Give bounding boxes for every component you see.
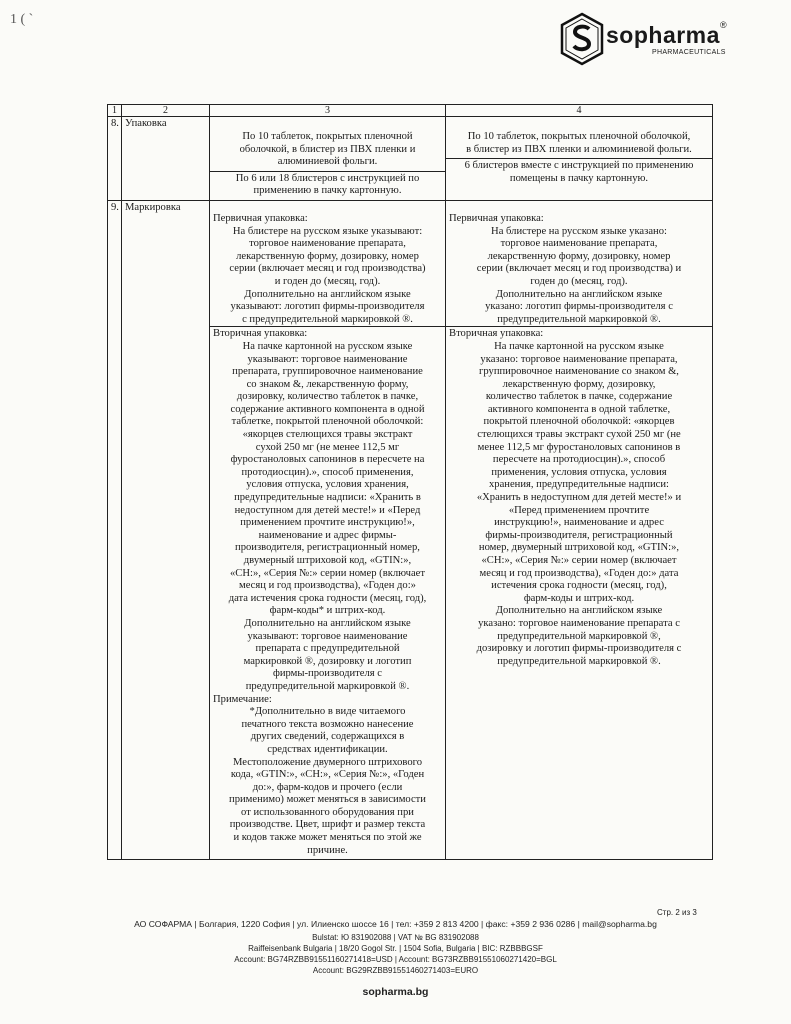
header-cell: 1 bbox=[108, 105, 122, 117]
text-line: со знаком &, лекарственную форму, bbox=[246, 378, 409, 390]
sopharma-logo bbox=[558, 12, 728, 68]
text-line: наименование и адрес фирмы- bbox=[258, 529, 397, 541]
header-cell: 2 bbox=[122, 105, 210, 117]
packaging-col4 bbox=[446, 117, 713, 201]
text-line: от использованного оборудования при bbox=[241, 806, 414, 818]
text-line: предупредительной маркировкой ®. bbox=[497, 655, 661, 667]
text-line: указано: торговое наименование препарата, bbox=[480, 353, 678, 365]
labeling-col4 bbox=[446, 200, 713, 859]
text-line: «якорцев стелющихся травы экстракт bbox=[242, 429, 413, 441]
text-line: применимо) может меняться в зависимости bbox=[229, 794, 426, 806]
text-line: истечения срока годности (месяц, год), bbox=[491, 580, 667, 592]
text-line: указывают: торговое наименование bbox=[247, 353, 408, 365]
text-line: Дополнительно на английском языке bbox=[244, 288, 411, 300]
text-line: указывают: логотип фирмы-производителя bbox=[230, 301, 425, 313]
logo-subtitle: PHARMACEUTICALS bbox=[652, 49, 726, 56]
packaging-col4-text-b: 6 блистеров вместе с инструкцией по применению помещены в пачку картонную. bbox=[446, 158, 712, 186]
text-line: причине. bbox=[307, 844, 348, 856]
text-line: лекарственную форму, дозировку, номер bbox=[487, 250, 671, 262]
text-line: Дополнительно на английском языке bbox=[244, 617, 411, 629]
text-line: печатного текста возможно нанесение bbox=[241, 718, 414, 730]
text-line: препарата, группировочное наименование bbox=[232, 366, 423, 378]
text-line: кода, «GTIN:», «CH:», «Серия №:», «Годен bbox=[230, 769, 425, 781]
table-row-packaging bbox=[108, 117, 713, 201]
section-title: Вторичная упаковка: bbox=[213, 328, 308, 340]
text-line: протодиосцин).», способ применения, bbox=[241, 466, 414, 478]
text-line: менее 112,5 мг фуростаноловых сапонинов в bbox=[477, 441, 681, 453]
text-line: «Перед применением прочтите bbox=[508, 504, 650, 516]
text-line: указывают: торговое наименование bbox=[247, 630, 408, 642]
text-line: с предупредительной маркировкой ®. bbox=[242, 313, 413, 325]
text-line: таблетке, покрытой пленочной оболочкой: bbox=[231, 416, 424, 428]
text-line: Дополнительно на английском языке bbox=[495, 605, 663, 617]
text-line: лекарственную форму, дозировку, номер bbox=[236, 250, 419, 262]
text-line: производстве. Цвет, шрифт и размер текста bbox=[229, 819, 426, 831]
footer-accounts: Account: BG74RZBB91551160271418=USD | Account: BG73RZBB91551060271420=BGL bbox=[234, 955, 557, 964]
text-line: лекарственную форму, дозировку, bbox=[502, 378, 656, 390]
text-line: торговое наименование препарата, bbox=[249, 238, 406, 250]
text-line: применения, условия отпуска, условия bbox=[491, 466, 667, 478]
text-line: недоступном для детей месте!» и «Перед bbox=[234, 504, 421, 516]
row-title: Маркировка bbox=[122, 200, 210, 859]
note-title: Примечание: bbox=[213, 693, 272, 705]
text-line: Дополнительно на английском языке bbox=[495, 288, 663, 300]
text-line: предупредительной маркировкой ®. bbox=[245, 680, 410, 692]
text-line: месяц и год производства), «Годен до:» дата bbox=[479, 567, 679, 579]
packaging-col3-text-a: По 10 таблеток, покрытых пленочной оболочкой, в блистер из ПВХ пленки и алюминиевой фольги. bbox=[239, 131, 416, 168]
specification-table bbox=[107, 104, 713, 860]
text-line: активного компонента в одной таблетке, bbox=[487, 403, 671, 415]
text-line: пересчете на протодиосцин).», способ bbox=[492, 454, 666, 466]
text-line: производителя, регистрационный номер, bbox=[235, 542, 420, 554]
header-cell: 4 bbox=[446, 105, 713, 117]
packaging-col3 bbox=[210, 117, 446, 201]
text-line: предупредительные надписи: «Хранить в bbox=[234, 492, 421, 504]
footer-account-euro: Account: BG29RZBB91551460271403=EURO bbox=[312, 966, 479, 975]
text-line: указано: логотип фирмы-производителя с bbox=[485, 301, 673, 313]
text-line: На пачке картонной на русском языке bbox=[242, 340, 413, 352]
footer-website: sopharma.bg bbox=[362, 986, 429, 998]
text-line: сухой 250 мг (не менее 112,5 мг bbox=[255, 441, 400, 453]
text-line: предупредительной маркировкой ®, bbox=[497, 630, 661, 642]
text-line: инструкцию!», наименование и адрес bbox=[494, 517, 664, 529]
section-title: Первичная упаковка: bbox=[213, 212, 308, 224]
text-line: и кодов также может меняться по этой же bbox=[233, 832, 422, 844]
footer-registration: Bulstat: Ю 831902088 | VAT № BG 831902088 bbox=[312, 933, 479, 942]
labeling-col3 bbox=[210, 200, 446, 859]
text-line: хранения, предупредительные надписи: bbox=[489, 479, 669, 491]
text-line: серии (включает месяц и год производства) и bbox=[476, 263, 682, 275]
text-line: дозировку, количество таблеток в пачке, bbox=[236, 391, 419, 403]
logo-wordmark: sopharma® bbox=[606, 20, 728, 48]
text-line: фирмы-производителя, регистрационный bbox=[485, 529, 673, 541]
text-line: и годен до (месяц, год). bbox=[274, 275, 381, 287]
text-line: средствах идентификации. bbox=[267, 743, 388, 755]
text-line: покрытой пленочной оболочкой: «якорцев bbox=[483, 416, 675, 428]
text-line: На блистере на русском языке указывают: bbox=[232, 225, 423, 237]
text-line: указано: торговое наименование препарата с bbox=[478, 617, 680, 629]
text-line: месяц и год производства), «Годен до:» bbox=[239, 580, 416, 592]
text-line: группировочное наименование со знаком &, bbox=[479, 366, 679, 378]
page-number: Стр. 2 из 3 bbox=[657, 908, 697, 917]
table-row-labeling bbox=[108, 200, 713, 859]
text-line: дозировку и логотип фирмы-производителя с bbox=[476, 643, 682, 655]
text-line: серии (включает месяц и год производства) bbox=[229, 263, 426, 275]
col4-secondary-section bbox=[446, 326, 712, 669]
packaging-col4-text-a: По 10 таблеток, покрытых пленочной оболочкой, в блистер из ПВХ пленки и алюминиевой фольги. bbox=[466, 131, 692, 155]
text-line: условия отпуска, условия хранения, bbox=[246, 479, 409, 491]
text-line: «Хранить в недоступном для детей месте!» и bbox=[476, 492, 682, 504]
text-line: стелющихся травы экстракт сухой 250 мг (не bbox=[477, 429, 681, 441]
text-line: «CH:», «Серия №:» серии номер (включает bbox=[481, 555, 677, 566]
text-line: «CH:», «Серия №:» серии номер (включает bbox=[230, 567, 425, 579]
text-line: количество таблеток в пачке, содержание bbox=[485, 391, 673, 403]
text-line: На блистере на русском языке указано: bbox=[491, 225, 667, 237]
row-title: Упаковка bbox=[122, 117, 210, 201]
packaging-col3-text-b: По 6 или 18 блистеров с инструкцией по применению в пачку картонную. bbox=[210, 171, 445, 199]
text-line: Местоположение двумерного штрихового bbox=[232, 756, 422, 768]
header-cell: 3 bbox=[210, 105, 446, 117]
footer-bank: Raiffeisenbank Bulgaria | 18/20 Gogol Str. | 1504 Sofia, Bulgaria | BIC: RZBBBGSF bbox=[248, 944, 543, 953]
table-header-row bbox=[108, 105, 713, 117]
text-line: На пачке картонной на русском языке bbox=[494, 340, 664, 352]
text-line: торговое наименование препарата, bbox=[500, 238, 658, 250]
col4-primary-section bbox=[449, 213, 709, 326]
text-line: фирмы-производителя с bbox=[273, 668, 382, 680]
text-line: *Дополнительно в виде читаемого bbox=[249, 706, 406, 718]
text-line: фарм-коды* и штрих-код. bbox=[269, 605, 386, 617]
text-line: маркировкой ®, дозировку и логотип bbox=[243, 655, 412, 667]
row-number: 9. bbox=[108, 200, 122, 859]
section-title: Вторичная упаковка: bbox=[449, 328, 544, 340]
row-number: 8. bbox=[108, 117, 122, 201]
sopharma-hexagon-icon bbox=[558, 12, 606, 66]
text-line: дата истечения срока годности (месяц, год), bbox=[228, 592, 427, 604]
text-line: препарата с предупредительной bbox=[255, 643, 400, 655]
section-title: Первичная упаковка: bbox=[449, 212, 544, 224]
text-line: других сведений, содержащихся в bbox=[250, 731, 405, 743]
text-line: предупредительной маркировкой ®. bbox=[497, 313, 661, 325]
col3-primary-section bbox=[213, 213, 442, 326]
footer-address: АО СОФАРМА | Болгария, 1220 София | ул. Илиенско шоссе 16 | тел: +359 2 813 4200 | факс: +359 2 936 0286 | mail@sopharma.bg bbox=[134, 919, 657, 929]
text-line: номер, двумерный штриховой код, «GTIN:», bbox=[478, 542, 680, 554]
text-line: годен до (месяц, год). bbox=[530, 275, 628, 287]
corner-mark: 1 ( ` bbox=[10, 12, 34, 27]
text-line: фуростаноловых сапонинов в пересчете на bbox=[230, 454, 425, 466]
text-line: до:», фарм-кодов и прочего (если bbox=[252, 781, 403, 793]
text-line: фарм-коды и штрих-код. bbox=[523, 592, 635, 604]
text-line: применением прочтите инструкцию!», bbox=[240, 517, 415, 529]
text-line: двумерный штриховой код, «GTIN:», bbox=[243, 555, 412, 566]
col3-secondary-section bbox=[210, 326, 445, 858]
text-line: содержание активного компонента в одной bbox=[230, 403, 425, 415]
